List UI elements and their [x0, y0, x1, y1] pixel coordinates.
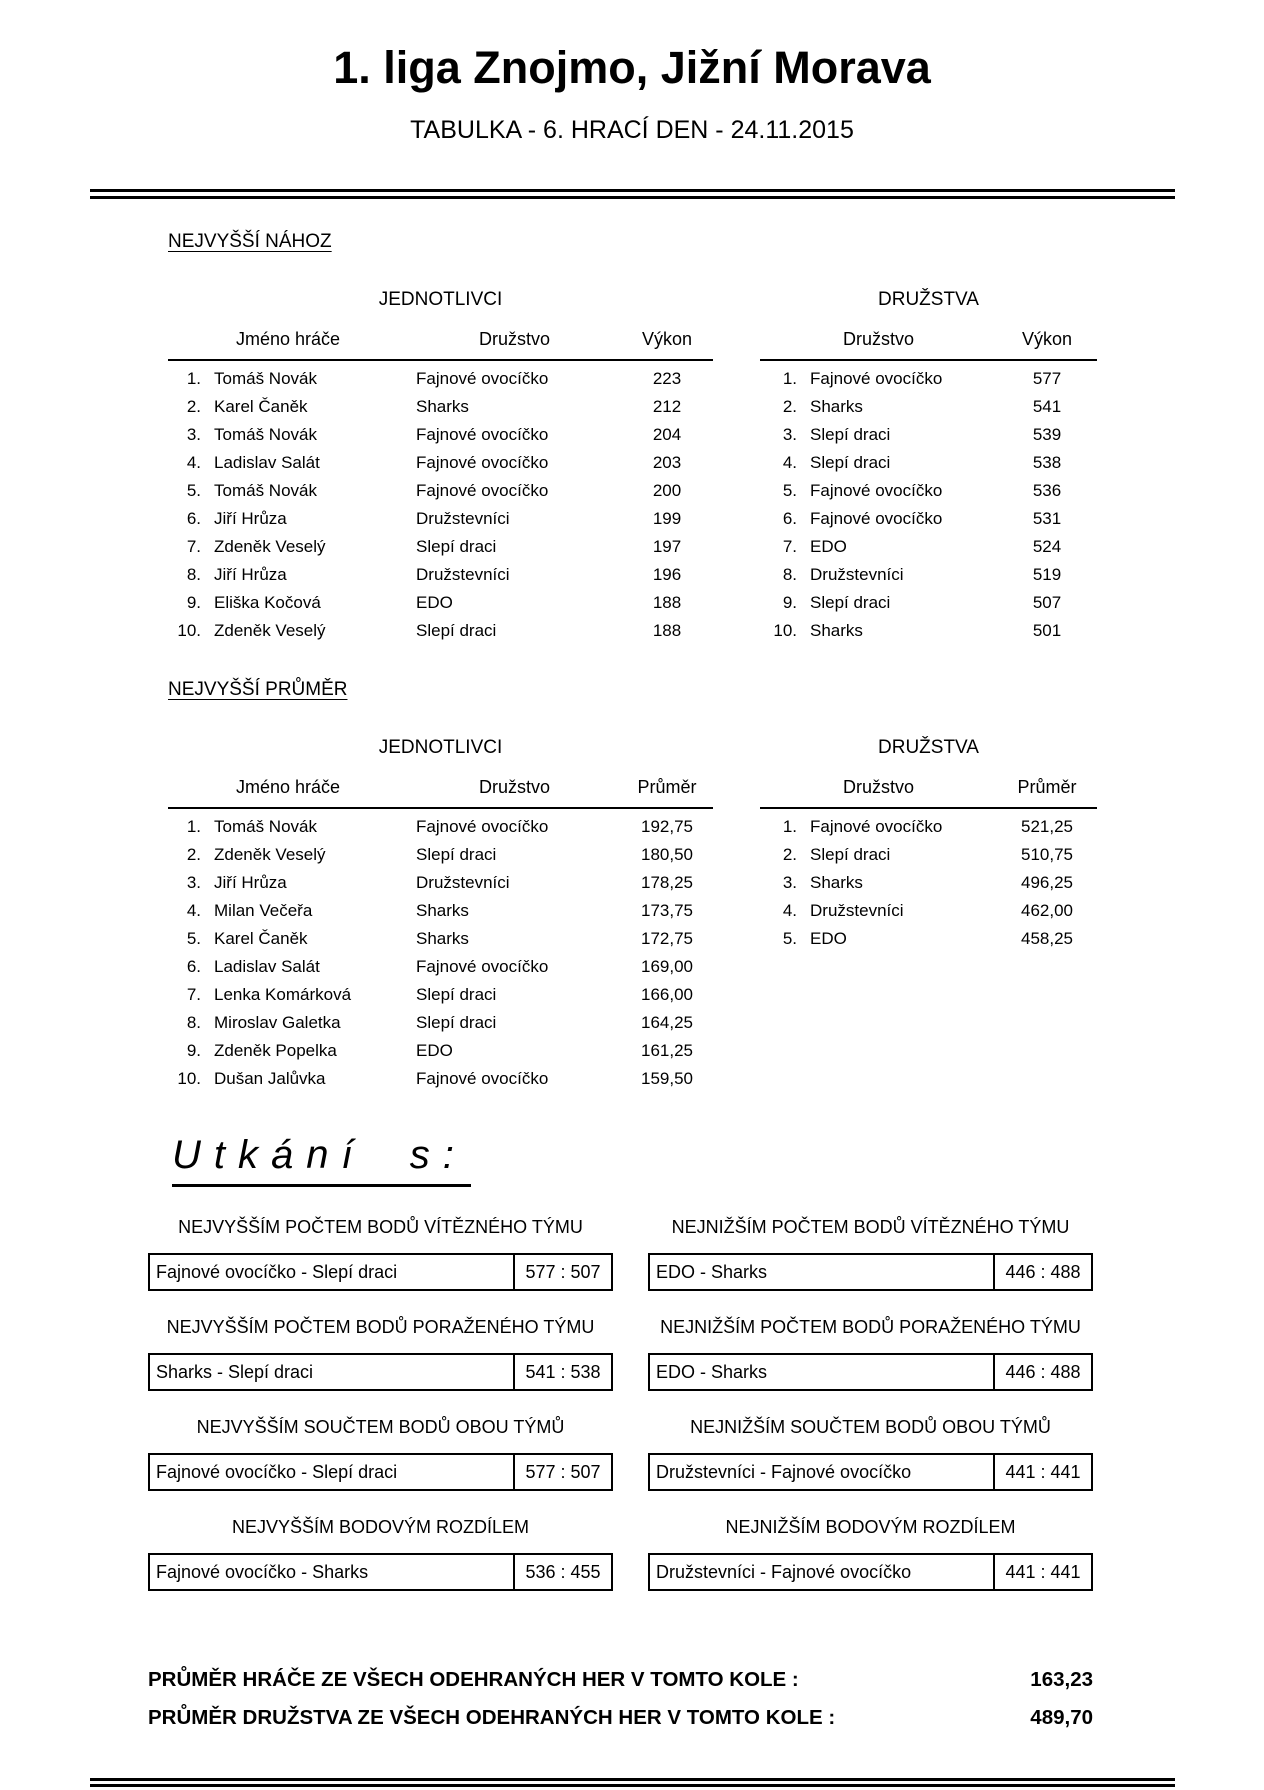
row-rank: 6.: [782, 509, 797, 529]
row-rank: 1.: [782, 369, 797, 389]
row-value: 172,75: [641, 929, 693, 949]
match-stat: [148, 1517, 613, 1591]
col-header-value: Průměr: [1017, 777, 1077, 798]
table-body: [760, 361, 1097, 645]
table-row: [168, 477, 713, 505]
row-rank: 4.: [782, 901, 797, 921]
match-score: 577 : 507: [513, 1255, 611, 1289]
col-header-value: Průměr: [637, 777, 697, 798]
row-rank: 9.: [186, 593, 201, 613]
summary-value: 489,70: [1030, 1706, 1093, 1730]
prumer-tables: [168, 701, 1264, 1093]
nahoz-tables: [168, 253, 1264, 645]
match-teams: Družstevníci - Fajnové ovocíčko: [656, 1461, 912, 1482]
row-value: 539: [1032, 425, 1062, 445]
row-value: 166,00: [641, 985, 693, 1005]
row-value: 519: [1032, 565, 1062, 585]
table-row: [760, 841, 1097, 869]
row-rank: 8.: [782, 565, 797, 585]
match-stat-label: NEJVYŠŠÍM POČTEM BODŮ VÍTĚZNÉHO TÝMU: [178, 1217, 583, 1238]
row-value: 173,75: [641, 901, 693, 921]
table-row: [168, 617, 713, 645]
row-name: Tomáš Novák: [214, 817, 317, 837]
row-value: 223: [652, 369, 682, 389]
row-team: Slepí draci: [416, 1013, 497, 1033]
row-team: Fajnové ovocíčko: [416, 1069, 549, 1089]
section-heading-prumer: NEJVYŠŠÍ PRŮMĚR: [168, 679, 348, 701]
table-row: [168, 561, 713, 589]
row-rank: 4.: [186, 901, 201, 921]
row-team: EDO: [416, 1041, 453, 1061]
table-row: [168, 421, 713, 449]
match-teams: Fajnové ovocíčko - Slepí draci: [156, 1461, 398, 1482]
match-result-box: [148, 1453, 613, 1491]
row-value: 180,50: [641, 845, 693, 865]
table-row: [760, 533, 1097, 561]
match-teams: Sharks - Slepí draci: [156, 1361, 314, 1382]
row-rank: 1.: [186, 369, 201, 389]
row-value: 501: [1032, 621, 1062, 641]
row-team: Družstevníci: [810, 565, 904, 585]
match-result-box: [148, 1253, 613, 1291]
table-row: [168, 813, 713, 841]
col-header-team: Družstvo: [478, 329, 550, 350]
row-team: Fajnové ovocíčko: [810, 817, 943, 837]
match-stat: [148, 1417, 613, 1491]
match-stat-label: NEJVYŠŠÍM BODOVÝM ROZDÍLEM: [231, 1517, 530, 1538]
table-row: [168, 841, 713, 869]
row-name: Milan Večeřa: [214, 901, 313, 921]
table-row: [760, 925, 1097, 953]
col-header-player-name: Jméno hráče: [235, 777, 341, 798]
match-stat: [648, 1417, 1093, 1491]
row-rank: 9.: [782, 593, 797, 613]
table-row: [168, 393, 713, 421]
row-rank: 8.: [186, 1013, 201, 1033]
row-name: Zdeněk Veselý: [214, 537, 326, 557]
row-rank: 3.: [186, 425, 201, 445]
prumer-teams-table: [760, 701, 1097, 1093]
row-value: 196: [652, 565, 682, 585]
table-row: [760, 813, 1097, 841]
row-value: 164,25: [641, 1013, 693, 1033]
table-row: [168, 1065, 713, 1093]
row-value: 188: [652, 593, 682, 613]
table-header: [168, 329, 713, 361]
row-value: 188: [652, 621, 682, 641]
row-team: Fajnové ovocíčko: [416, 817, 549, 837]
summary-label: PRŮMĚR HRÁČE ZE VŠECH ODEHRANÝCH HER V TOMTO KOLE :: [148, 1668, 799, 1692]
row-rank: 2.: [782, 845, 797, 865]
row-value: 203: [652, 453, 682, 473]
row-rank: 1.: [782, 817, 797, 837]
page-title: 1. liga Znojmo, Jižní Morava: [333, 42, 931, 93]
table-row: [168, 1037, 713, 1065]
table-row: [760, 505, 1097, 533]
page-subtitle: TABULKA - 6. HRACÍ DEN - 24.11.2015: [410, 116, 854, 145]
match-stat: [148, 1217, 613, 1291]
row-value: 161,25: [641, 1041, 693, 1061]
table-row: [168, 449, 713, 477]
row-team: Fajnové ovocíčko: [810, 481, 943, 501]
row-team: Fajnové ovocíčko: [810, 369, 943, 389]
row-name: Tomáš Novák: [214, 369, 317, 389]
table-row: [168, 897, 713, 925]
row-team: Sharks: [810, 621, 863, 641]
col-header-player-name: Jméno hráče: [235, 329, 341, 350]
row-value: 541: [1032, 397, 1062, 417]
row-name: Ladislav Salát: [214, 453, 320, 473]
table-row: [760, 561, 1097, 589]
row-value: 538: [1032, 453, 1062, 473]
row-value: 462,00: [1021, 901, 1073, 921]
row-value: 169,00: [641, 957, 693, 977]
row-rank: 5.: [782, 929, 797, 949]
round-summary: [148, 1661, 1093, 1737]
row-name: Tomáš Novák: [214, 481, 317, 501]
row-team: Sharks: [416, 929, 469, 949]
row-rank: 4.: [186, 453, 201, 473]
table-row: [760, 617, 1097, 645]
match-result-box: [648, 1353, 1093, 1391]
match-score: 441 : 441: [993, 1555, 1091, 1589]
row-team: Slepí draci: [810, 593, 891, 613]
match-stat: [648, 1317, 1093, 1391]
row-rank: 2.: [186, 397, 201, 417]
row-name: Zdeněk Veselý: [214, 621, 326, 641]
row-value: 200: [652, 481, 682, 501]
row-rank: 5.: [186, 929, 201, 949]
match-result-box: [648, 1253, 1093, 1291]
row-team: Slepí draci: [810, 425, 891, 445]
match-teams: Družstevníci - Fajnové ovocíčko: [656, 1561, 912, 1582]
match-teams: EDO - Sharks: [656, 1261, 768, 1282]
row-team: EDO: [810, 929, 847, 949]
row-name: Ladislav Salát: [214, 957, 320, 977]
summary-line-team-average: [148, 1699, 1093, 1737]
match-score: 446 : 488: [993, 1255, 1091, 1289]
col-header-value: Výkon: [1021, 329, 1073, 350]
row-team: Fajnové ovocíčko: [416, 957, 549, 977]
row-team: Slepí draci: [810, 453, 891, 473]
row-value: 192,75: [641, 817, 693, 837]
row-rank: 10.: [177, 621, 201, 641]
row-team: Sharks: [810, 397, 863, 417]
match-result-box: [148, 1553, 613, 1591]
row-rank: 1.: [186, 817, 201, 837]
section-heading-utkani: Utkání s:: [172, 1133, 471, 1187]
row-name: Dušan Jalůvka: [214, 1069, 326, 1089]
match-score: 541 : 538: [513, 1355, 611, 1389]
top-divider: [90, 189, 1175, 199]
table-row: [760, 869, 1097, 897]
table-row: [760, 589, 1097, 617]
table-header: [760, 329, 1097, 361]
match-score: 446 : 488: [993, 1355, 1091, 1389]
row-value: 159,50: [641, 1069, 693, 1089]
match-stat-label: NEJNIŽŠÍM POČTEM BODŮ PORAŽENÉHO TÝMU: [660, 1317, 1081, 1338]
match-result-box: [148, 1353, 613, 1391]
col-header-team: Družstvo: [842, 329, 914, 350]
row-rank: 7.: [186, 537, 201, 557]
row-team: Slepí draci: [416, 845, 497, 865]
row-team: Fajnové ovocíčko: [810, 509, 943, 529]
row-name: Lenka Komárková: [214, 985, 352, 1005]
row-rank: 6.: [186, 509, 201, 529]
row-rank: 3.: [782, 873, 797, 893]
row-team: Slepí draci: [810, 845, 891, 865]
row-team: Sharks: [416, 397, 469, 417]
col-header-value: Výkon: [641, 329, 693, 350]
match-result-box: [648, 1453, 1093, 1491]
row-team: Fajnové ovocíčko: [416, 425, 549, 445]
match-stat: [648, 1217, 1093, 1291]
table-row: [168, 505, 713, 533]
row-rank: 2.: [782, 397, 797, 417]
table-row: [760, 897, 1097, 925]
match-teams: Fajnové ovocíčko - Slepí draci: [156, 1261, 398, 1282]
row-team: EDO: [416, 593, 453, 613]
table-row: [168, 981, 713, 1009]
row-rank: 2.: [186, 845, 201, 865]
match-stat-label: NEJVYŠŠÍM POČTEM BODŮ PORAŽENÉHO TÝMU: [166, 1317, 595, 1338]
row-team: Družstevníci: [810, 901, 904, 921]
row-rank: 5.: [782, 481, 797, 501]
row-name: Miroslav Galetka: [214, 1013, 341, 1033]
row-rank: 5.: [186, 481, 201, 501]
summary-line-player-average: [148, 1661, 1093, 1699]
match-stat-label: NEJNIŽŠÍM SOUČTEM BODŮ OBOU TÝMŮ: [690, 1417, 1051, 1438]
row-value: 458,25: [1021, 929, 1073, 949]
match-score: 577 : 507: [513, 1455, 611, 1489]
row-rank: 4.: [782, 453, 797, 473]
row-name: Karel Čaněk: [214, 929, 308, 949]
row-value: 507: [1032, 593, 1062, 613]
row-name: Jiří Hrůza: [214, 873, 287, 893]
row-value: 577: [1032, 369, 1062, 389]
summary-value: 163,23: [1030, 1668, 1093, 1692]
match-score: 536 : 455: [513, 1555, 611, 1589]
row-value: 531: [1032, 509, 1062, 529]
row-name: Eliška Kočová: [214, 593, 321, 613]
table-row: [168, 869, 713, 897]
table-row: [760, 393, 1097, 421]
row-rank: 7.: [782, 537, 797, 557]
row-team: EDO: [810, 537, 847, 557]
row-rank: 10.: [177, 1069, 201, 1089]
table-body: [168, 809, 713, 1093]
row-team: Slepí draci: [416, 537, 497, 557]
match-stat-label: NEJVYŠŠÍM SOUČTEM BODŮ OBOU TÝMŮ: [196, 1417, 565, 1438]
table-title-individuals: JEDNOTLIVCI: [378, 737, 503, 759]
row-value: 536: [1032, 481, 1062, 501]
row-value: 199: [652, 509, 682, 529]
table-header: [168, 777, 713, 809]
row-value: 524: [1032, 537, 1062, 557]
nahoz-individuals-table: [168, 253, 713, 645]
table-row: [760, 365, 1097, 393]
row-value: 521,25: [1021, 817, 1073, 837]
row-value: 510,75: [1021, 845, 1073, 865]
match-stat-label: NEJNIŽŠÍM BODOVÝM ROZDÍLEM: [725, 1517, 1016, 1538]
table-title-individuals: JEDNOTLIVCI: [378, 289, 503, 311]
row-team: Fajnové ovocíčko: [416, 481, 549, 501]
table-header: [760, 777, 1097, 809]
match-stat: [648, 1517, 1093, 1591]
match-stat-label: NEJNIŽŠÍM POČTEM BODŮ VÍTĚZNÉHO TÝMU: [671, 1217, 1070, 1238]
table-title-teams: DRUŽSTVA: [878, 737, 979, 759]
row-value: 197: [652, 537, 682, 557]
table-body: [760, 809, 1097, 953]
row-team: Družstevníci: [416, 509, 510, 529]
row-name: Jiří Hrůza: [214, 565, 287, 585]
table-row: [760, 449, 1097, 477]
row-name: Jiří Hrůza: [214, 509, 287, 529]
row-team: Sharks: [810, 873, 863, 893]
match-result-box: [648, 1553, 1093, 1591]
table-row: [168, 1009, 713, 1037]
table-row: [168, 533, 713, 561]
table-row: [168, 365, 713, 393]
row-value: 212: [652, 397, 682, 417]
row-name: Karel Čaněk: [214, 397, 308, 417]
row-rank: 7.: [186, 985, 201, 1005]
row-value: 204: [652, 425, 682, 445]
row-name: Tomáš Novák: [214, 425, 317, 445]
row-rank: 3.: [186, 873, 201, 893]
table-row: [760, 421, 1097, 449]
match-stats-grid: [148, 1217, 1264, 1617]
col-header-team: Družstvo: [842, 777, 914, 798]
match-teams: EDO - Sharks: [656, 1361, 768, 1382]
bottom-divider: [90, 1778, 1175, 1787]
row-team: Sharks: [416, 901, 469, 921]
nahoz-teams-table: [760, 253, 1097, 645]
row-team: Družstevníci: [416, 565, 510, 585]
row-rank: 9.: [186, 1041, 201, 1061]
row-team: Družstevníci: [416, 873, 510, 893]
row-team: Slepí draci: [416, 621, 497, 641]
row-rank: 8.: [186, 565, 201, 585]
row-rank: 6.: [186, 957, 201, 977]
row-name: Zdeněk Popelka: [214, 1041, 337, 1061]
row-team: Fajnové ovocíčko: [416, 453, 549, 473]
row-value: 496,25: [1021, 873, 1073, 893]
row-rank: 3.: [782, 425, 797, 445]
table-title-teams: DRUŽSTVA: [878, 289, 979, 311]
match-teams: Fajnové ovocíčko - Sharks: [156, 1561, 369, 1582]
row-rank: 10.: [773, 621, 797, 641]
col-header-team: Družstvo: [478, 777, 550, 798]
prumer-individuals-table: [168, 701, 713, 1093]
row-value: 178,25: [641, 873, 693, 893]
section-heading-nahoz: NEJVYŠŠÍ NÁHOZ: [168, 231, 332, 253]
row-team: Slepí draci: [416, 985, 497, 1005]
table-row: [168, 953, 713, 981]
table-row: [760, 477, 1097, 505]
summary-label: PRŮMĚR DRUŽSTVA ZE VŠECH ODEHRANÝCH HER V TOMTO KOLE :: [148, 1706, 836, 1730]
match-stat: [148, 1317, 613, 1391]
table-body: [168, 361, 713, 645]
match-score: 441 : 441: [993, 1455, 1091, 1489]
row-team: Fajnové ovocíčko: [416, 369, 549, 389]
table-row: [168, 925, 713, 953]
table-row: [168, 589, 713, 617]
row-name: Zdeněk Veselý: [214, 845, 326, 865]
